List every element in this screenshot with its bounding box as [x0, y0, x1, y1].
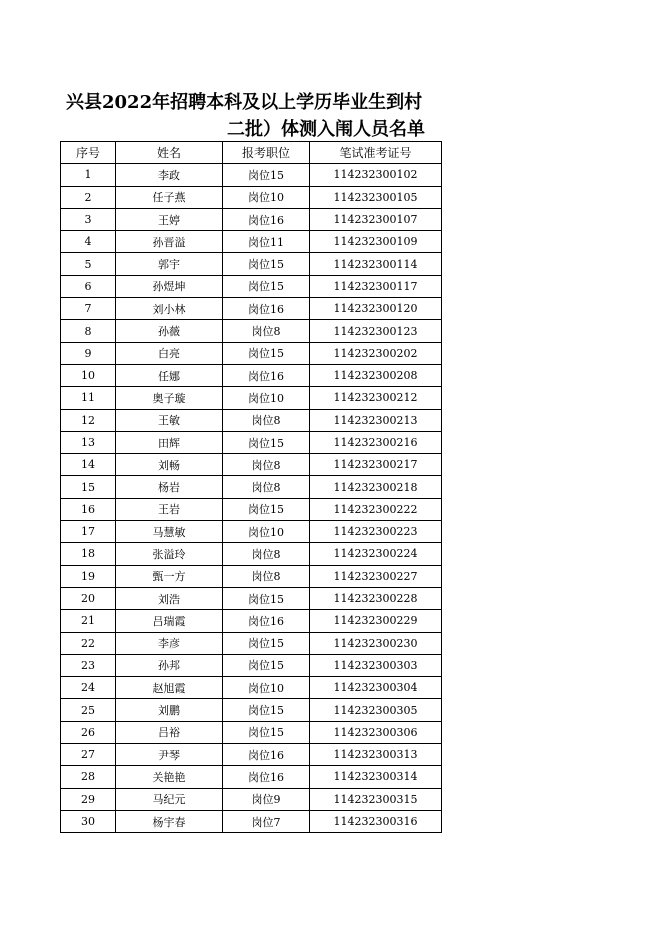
- table-row: [61, 565, 442, 587]
- cell-name: 杨宇春: [116, 810, 223, 832]
- cell-name: 奥子璇: [116, 387, 223, 409]
- cell-exam-id: 114232300316: [310, 810, 442, 832]
- table-row: [61, 721, 442, 743]
- cell-exam-id: 114232300304: [310, 677, 442, 699]
- table-header-row: [61, 142, 442, 164]
- cell-exam-id: 114232300230: [310, 632, 442, 654]
- table-row: [61, 498, 442, 520]
- title-line-1: 兴县2022年招聘本科及以上学历毕业生到村: [66, 92, 423, 113]
- table-row: [61, 186, 442, 208]
- cell-exam-id: 114232300208: [310, 364, 442, 386]
- cell-seq: 1: [61, 164, 116, 186]
- cell-seq: 21: [61, 610, 116, 632]
- table-row: [61, 387, 442, 409]
- cell-name: 田辉: [116, 431, 223, 453]
- cell-name: 张溢玲: [116, 543, 223, 565]
- cell-exam-id: 114232300120: [310, 298, 442, 320]
- table-row: [61, 253, 442, 275]
- cell-exam-id: 114232300222: [310, 498, 442, 520]
- document-title: [0, 0, 440, 141]
- cell-name: 关艳艳: [116, 766, 223, 788]
- cell-seq: 23: [61, 654, 116, 676]
- cell-name: 白亮: [116, 342, 223, 364]
- cell-position: 岗位15: [223, 654, 310, 676]
- cell-exam-id: 114232300213: [310, 409, 442, 431]
- cell-seq: 7: [61, 298, 116, 320]
- cell-name: 李彦: [116, 632, 223, 654]
- cell-position: 岗位16: [223, 298, 310, 320]
- table-row: [61, 409, 442, 431]
- table-row: [61, 342, 442, 364]
- cell-exam-id: 114232300305: [310, 699, 442, 721]
- cell-position: 岗位15: [223, 275, 310, 297]
- cell-position: 岗位15: [223, 632, 310, 654]
- cell-seq: 6: [61, 275, 116, 297]
- cell-position: 岗位10: [223, 186, 310, 208]
- table-row: [61, 677, 442, 699]
- table-row: [61, 788, 442, 810]
- cell-position: 岗位15: [223, 699, 310, 721]
- cell-position: 岗位16: [223, 364, 310, 386]
- cell-position: 岗位15: [223, 587, 310, 609]
- cell-position: 岗位10: [223, 677, 310, 699]
- cell-name: 赵旭霞: [116, 677, 223, 699]
- cell-name: 刘浩: [116, 587, 223, 609]
- cell-exam-id: 114232300109: [310, 231, 442, 253]
- table-row: [61, 208, 442, 230]
- cell-seq: 11: [61, 387, 116, 409]
- cell-exam-id: 114232300218: [310, 476, 442, 498]
- cell-name: 郭宇: [116, 253, 223, 275]
- cell-name: 孙薇: [116, 320, 223, 342]
- cell-position: 岗位16: [223, 610, 310, 632]
- cell-seq: 27: [61, 744, 116, 766]
- cell-exam-id: 114232300102: [310, 164, 442, 186]
- cell-exam-id: 114232300202: [310, 342, 442, 364]
- cell-exam-id: 114232300315: [310, 788, 442, 810]
- table-row: [61, 431, 442, 453]
- table-row: [61, 164, 442, 186]
- candidate-table: [60, 141, 442, 833]
- cell-seq: 19: [61, 565, 116, 587]
- cell-name: 王婷: [116, 208, 223, 230]
- cell-position: 岗位8: [223, 543, 310, 565]
- cell-seq: 10: [61, 364, 116, 386]
- cell-position: 岗位15: [223, 431, 310, 453]
- cell-name: 甄一方: [116, 565, 223, 587]
- table-row: [61, 320, 442, 342]
- cell-exam-id: 114232300105: [310, 186, 442, 208]
- cell-exam-id: 114232300212: [310, 387, 442, 409]
- cell-position: 岗位11: [223, 231, 310, 253]
- cell-seq: 9: [61, 342, 116, 364]
- table-row: [61, 364, 442, 386]
- cell-position: 岗位15: [223, 721, 310, 743]
- table-row: [61, 476, 442, 498]
- cell-seq: 18: [61, 543, 116, 565]
- cell-name: 孙煜坤: [116, 275, 223, 297]
- cell-seq: 22: [61, 632, 116, 654]
- cell-name: 尹琴: [116, 744, 223, 766]
- cell-name: 王岩: [116, 498, 223, 520]
- cell-exam-id: 114232300216: [310, 431, 442, 453]
- table-row: [61, 454, 442, 476]
- table-row: [61, 231, 442, 253]
- cell-position: 岗位10: [223, 387, 310, 409]
- cell-exam-id: 114232300117: [310, 275, 442, 297]
- cell-exam-id: 114232300224: [310, 543, 442, 565]
- cell-seq: 28: [61, 766, 116, 788]
- cell-position: 岗位15: [223, 253, 310, 275]
- cell-position: 岗位16: [223, 208, 310, 230]
- table-row: [61, 766, 442, 788]
- cell-name: 马纪元: [116, 788, 223, 810]
- cell-seq: 16: [61, 498, 116, 520]
- cell-seq: 4: [61, 231, 116, 253]
- cell-seq: 2: [61, 186, 116, 208]
- table-row: [61, 587, 442, 609]
- cell-position: 岗位16: [223, 744, 310, 766]
- cell-position: 岗位16: [223, 766, 310, 788]
- cell-position: 岗位8: [223, 409, 310, 431]
- header-seq: 序号: [61, 142, 116, 164]
- cell-position: 岗位8: [223, 454, 310, 476]
- cell-name: 杨岩: [116, 476, 223, 498]
- table-row: [61, 699, 442, 721]
- cell-position: 岗位15: [223, 498, 310, 520]
- cell-exam-id: 114232300227: [310, 565, 442, 587]
- cell-position: 岗位8: [223, 565, 310, 587]
- cell-position: 岗位8: [223, 476, 310, 498]
- table-row: [61, 632, 442, 654]
- table-row: [61, 298, 442, 320]
- cell-seq: 8: [61, 320, 116, 342]
- cell-exam-id: 114232300217: [310, 454, 442, 476]
- header-exam-id: 笔试准考证号: [310, 142, 442, 164]
- cell-name: 刘小林: [116, 298, 223, 320]
- cell-name: 王敏: [116, 409, 223, 431]
- cell-exam-id: 114232300303: [310, 654, 442, 676]
- cell-name: 孙邦: [116, 654, 223, 676]
- title-line-2: 二批）体测入闱人员名单: [227, 119, 425, 140]
- header-name: 姓名: [116, 142, 223, 164]
- cell-exam-id: 114232300228: [310, 587, 442, 609]
- cell-seq: 3: [61, 208, 116, 230]
- cell-position: 岗位15: [223, 342, 310, 364]
- table-row: [61, 275, 442, 297]
- cell-name: 马慧敏: [116, 521, 223, 543]
- cell-exam-id: 114232300306: [310, 721, 442, 743]
- cell-position: 岗位10: [223, 521, 310, 543]
- cell-position: 岗位7: [223, 810, 310, 832]
- cell-name: 吕瑞霞: [116, 610, 223, 632]
- cell-seq: 30: [61, 810, 116, 832]
- cell-name: 任子燕: [116, 186, 223, 208]
- table-row: [61, 610, 442, 632]
- cell-exam-id: 114232300123: [310, 320, 442, 342]
- cell-name: 刘畅: [116, 454, 223, 476]
- cell-seq: 20: [61, 587, 116, 609]
- cell-exam-id: 114232300107: [310, 208, 442, 230]
- table-row: [61, 744, 442, 766]
- cell-seq: 17: [61, 521, 116, 543]
- cell-name: 刘鹏: [116, 699, 223, 721]
- cell-position: 岗位9: [223, 788, 310, 810]
- cell-position: 岗位15: [223, 164, 310, 186]
- cell-position: 岗位8: [223, 320, 310, 342]
- cell-exam-id: 114232300223: [310, 521, 442, 543]
- cell-seq: 15: [61, 476, 116, 498]
- cell-name: 李政: [116, 164, 223, 186]
- table-row: [61, 543, 442, 565]
- cell-seq: 13: [61, 431, 116, 453]
- cell-exam-id: 114232300114: [310, 253, 442, 275]
- table-row: [61, 654, 442, 676]
- cell-name: 吕裕: [116, 721, 223, 743]
- cell-seq: 26: [61, 721, 116, 743]
- cell-name: 孙晋溢: [116, 231, 223, 253]
- cell-exam-id: 114232300314: [310, 766, 442, 788]
- cell-seq: 24: [61, 677, 116, 699]
- cell-exam-id: 114232300313: [310, 744, 442, 766]
- cell-exam-id: 114232300229: [310, 610, 442, 632]
- cell-name: 任娜: [116, 364, 223, 386]
- table-row: [61, 810, 442, 832]
- cell-seq: 25: [61, 699, 116, 721]
- cell-seq: 5: [61, 253, 116, 275]
- cell-seq: 14: [61, 454, 116, 476]
- header-position: 报考职位: [223, 142, 310, 164]
- cell-seq: 29: [61, 788, 116, 810]
- table-row: [61, 521, 442, 543]
- cell-seq: 12: [61, 409, 116, 431]
